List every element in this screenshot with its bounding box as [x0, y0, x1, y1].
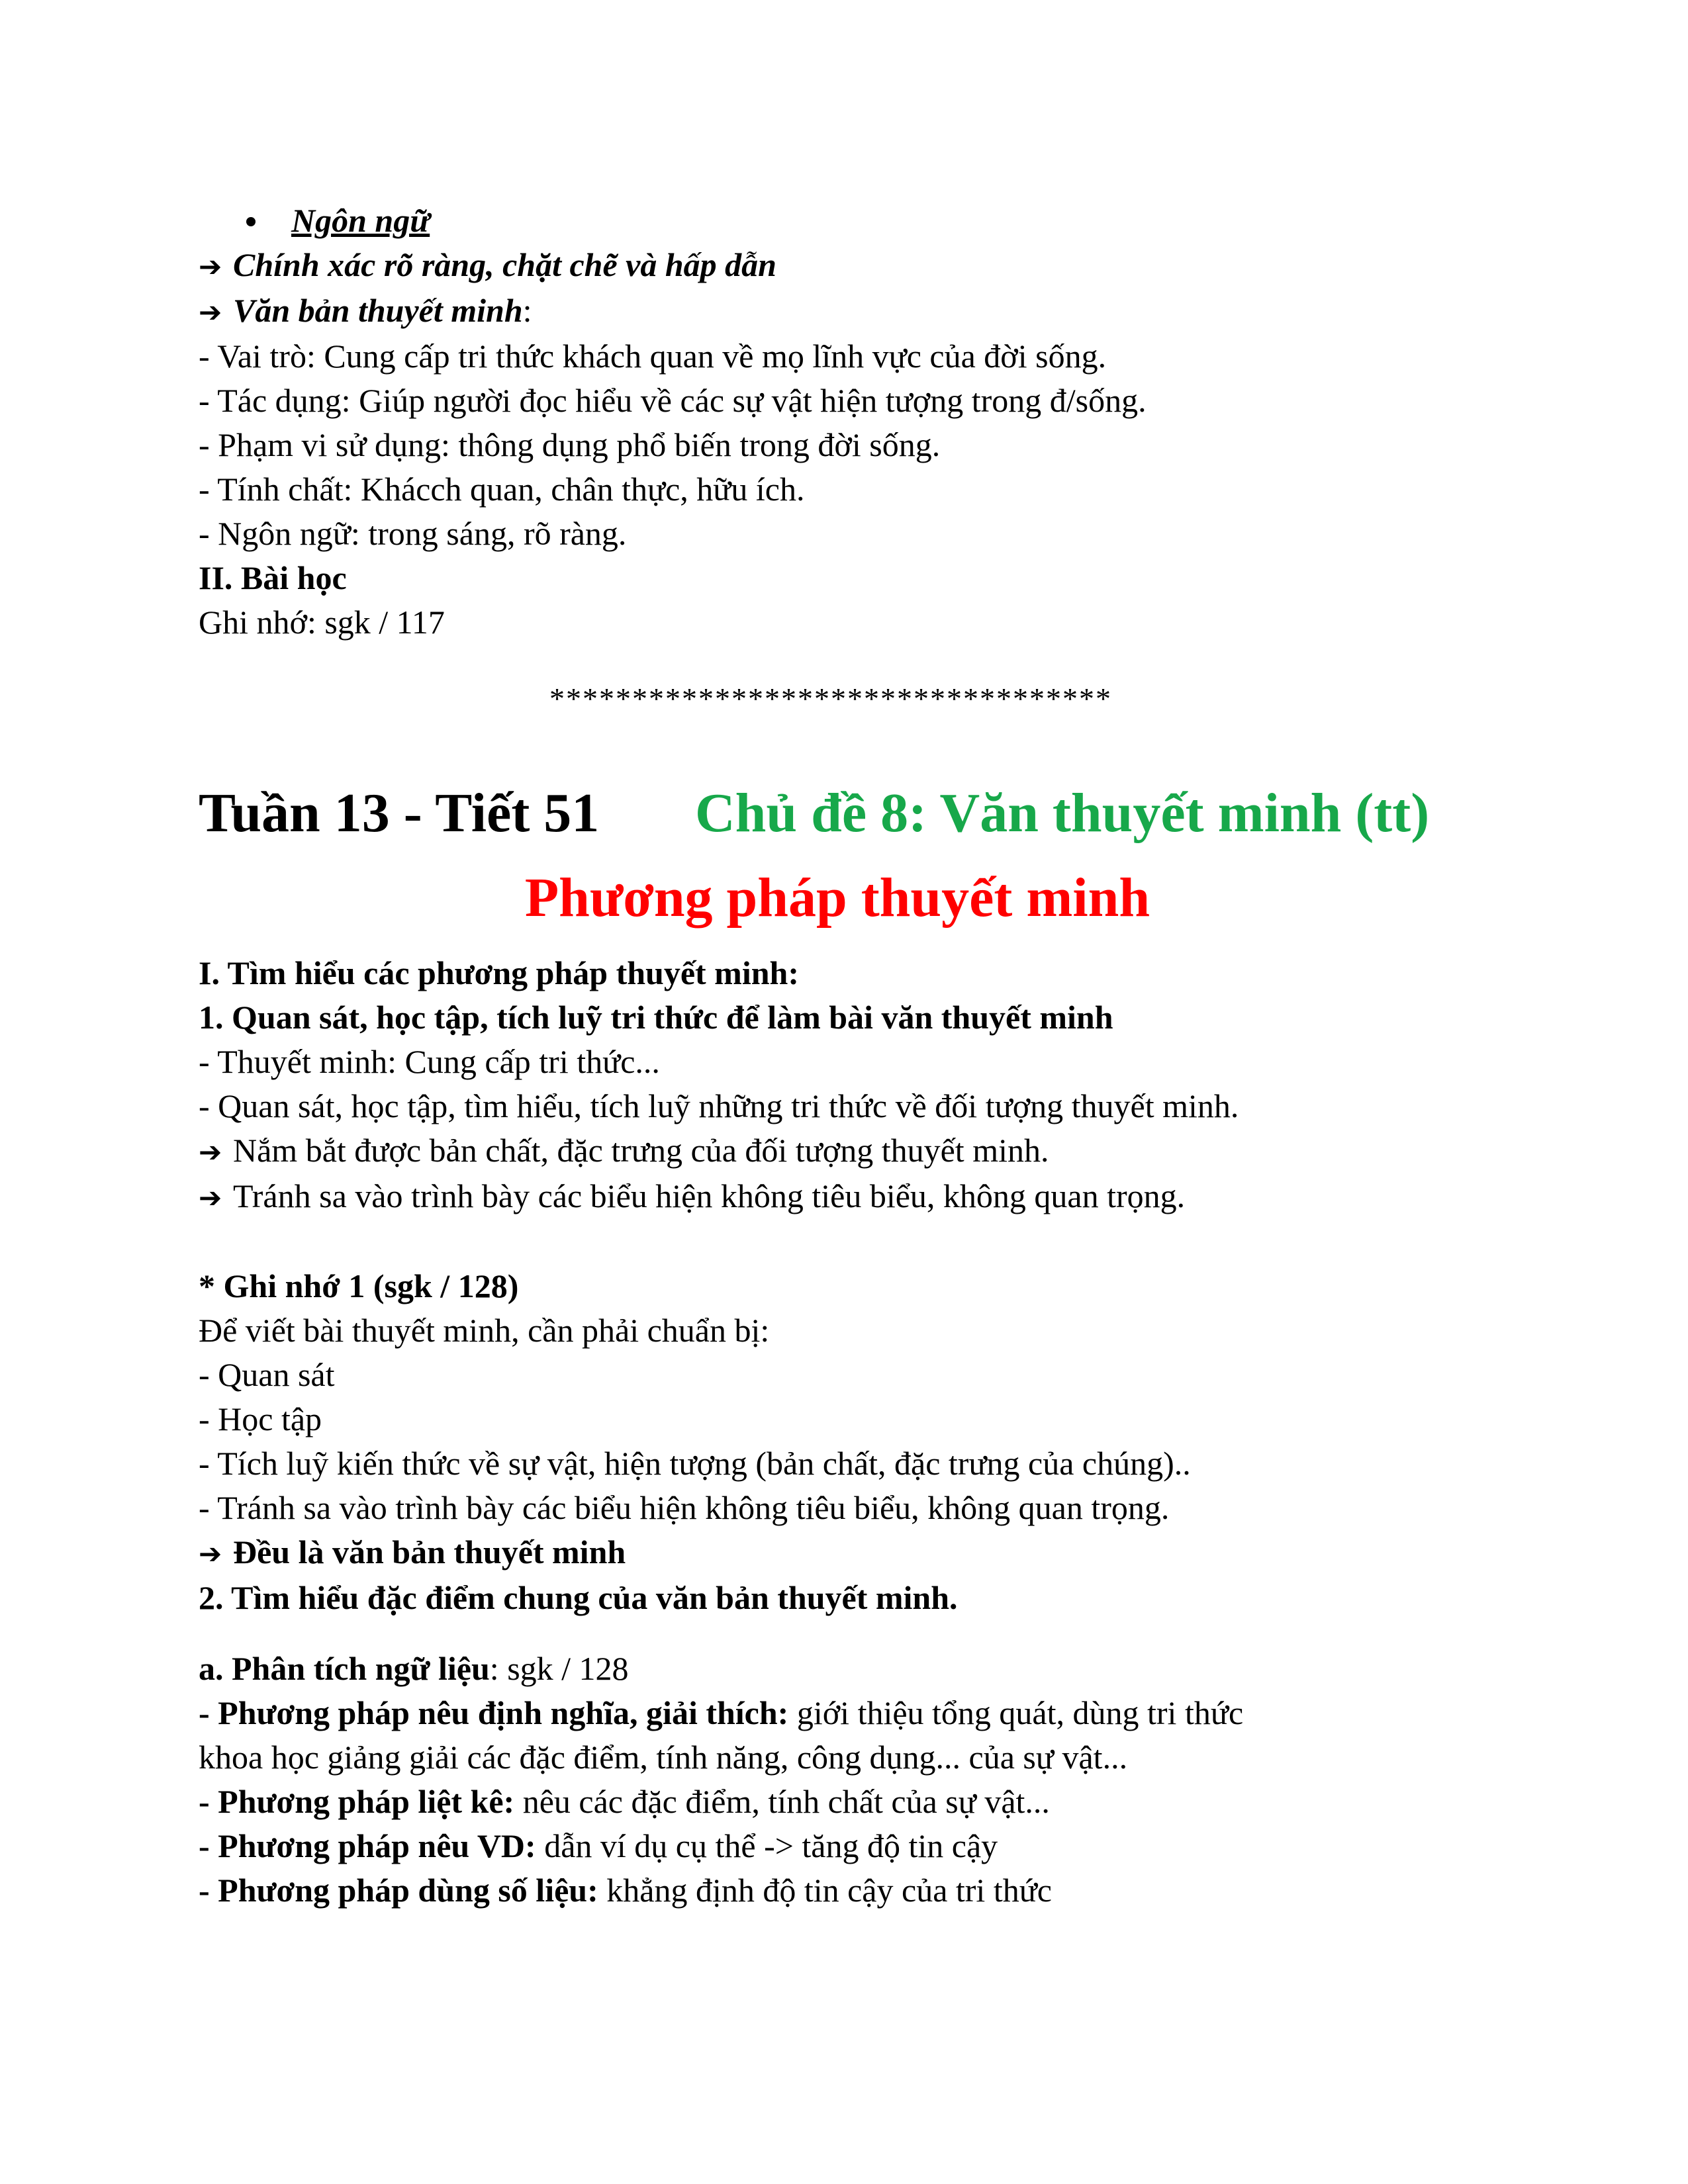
method-item: [199, 1780, 1489, 1824]
subsection-heading: 2. Tìm hiểu đặc điểm chung của văn bản thuyết minh.: [199, 1579, 958, 1616]
method-text: nêu các đặc điểm, tính chất của sự vật...: [514, 1783, 1050, 1820]
list-item: - Vai trò: Cung cấp tri thức khách quan về mọ lĩnh vực của đời sống.: [199, 338, 1107, 375]
method-text: dẫn ví dụ cụ thể -> tăng độ tin cậy: [536, 1827, 998, 1864]
separator: **********************************: [549, 682, 1112, 715]
analysis-ref: : sgk / 128: [489, 1650, 629, 1687]
week-title: Tuần 13 - Tiết 51: [199, 782, 600, 844]
method-item: [199, 1868, 1489, 1913]
list-item: - Phạm vi sử dụng: thông dụng phổ biến trong đời sống.: [199, 426, 941, 463]
method-text: khẳng định độ tin cậy của tri thức: [598, 1872, 1053, 1909]
arrow-text: Tránh sa vào trình bày các biểu hiện không tiêu biểu, không quan trọng.: [233, 1177, 1186, 1214]
analysis-label: a. Phân tích ngữ liệu: [199, 1650, 490, 1687]
conclusion-text: Đều là văn bản thuyết minh: [233, 1533, 626, 1570]
arrow-right-bold-icon: ➔: [199, 296, 222, 328]
method-item: [199, 1691, 1489, 1735]
arrow-text: Nắm bắt được bản chất, đặc trưng của đối tượng thuyết minh.: [233, 1132, 1049, 1169]
lesson-header: [199, 780, 1489, 846]
arrow-right-icon: ➔: [199, 250, 222, 283]
bullet-item-language: [199, 199, 1489, 243]
arrow-right-icon: ➔: [199, 1537, 222, 1570]
arrow-line-expository-text: [199, 289, 1489, 334]
arrow-item: [199, 1128, 1489, 1174]
page-title: Phương pháp thuyết minh: [524, 867, 1150, 929]
colon: :: [522, 292, 532, 329]
note-intro: Để viết bài thuyết minh, cần phải chuẩn bị:: [199, 1312, 770, 1349]
lesson-heading: II. Bài học: [199, 559, 347, 596]
list-item: - Học tập: [199, 1400, 322, 1437]
arrow-item: [199, 1174, 1489, 1220]
arrow-right-icon: ➔: [199, 1181, 222, 1214]
list-item: - Tránh sa vào trình bày các biểu hiện không tiêu biểu, không quan trọng.: [199, 1489, 1170, 1526]
topic-title: Chủ đề 8: Văn thuyết minh (tt): [695, 782, 1430, 844]
arrow-line-precise: [199, 243, 1489, 289]
method-text: khoa học giảng giải các đặc điểm, tính năng, công dụng... của sự vật...: [199, 1739, 1128, 1776]
list-item: - Tác dụng: Giúp người đọc hiểu về các sự vật hiện tượng trong đ/sống.: [199, 382, 1147, 419]
method-text: giới thiệu tổng quát, dùng tri thức: [788, 1694, 1244, 1731]
list-item: - Thuyết minh: Cung cấp tri thức...: [199, 1043, 660, 1080]
lesson-note: Ghi nhớ: sgk / 117: [199, 604, 445, 641]
method-label: - Phương pháp dùng số liệu:: [199, 1872, 598, 1909]
note-conclusion: [199, 1530, 1489, 1576]
list-item: - Tính chất: Khácch quan, chân thực, hữu ích.: [199, 471, 805, 508]
note-heading: * Ghi nhớ 1 (sgk / 128): [199, 1267, 519, 1304]
section-heading: I. Tìm hiểu các phương pháp thuyết minh:: [199, 954, 799, 991]
method-item-continued: [199, 1735, 1489, 1780]
method-label: - Phương pháp liệt kê:: [199, 1783, 515, 1820]
list-item: - Quan sát, học tập, tìm hiểu, tích luỹ những tri thức về đối tượng thuyết minh.: [199, 1087, 1239, 1124]
method-label: - Phương pháp nêu định nghĩa, giải thích:: [199, 1694, 789, 1731]
bullet-dot-icon: [246, 217, 256, 226]
method-item: [199, 1824, 1489, 1868]
document-page: [199, 199, 1489, 1913]
bullet-label: Ngôn ngữ: [291, 202, 430, 239]
arrow-text: Văn bản thuyết minh: [233, 292, 523, 329]
method-label: - Phương pháp nêu VD:: [199, 1827, 536, 1864]
list-item: - Quan sát: [199, 1356, 335, 1393]
list-item: - Tích luỹ kiến thức về sự vật, hiện tượng (bản chất, đặc trưng của chúng)..: [199, 1445, 1191, 1482]
list-item: - Ngôn ngữ: trong sáng, rõ ràng.: [199, 515, 627, 552]
arrow-text: Chính xác rõ ràng, chặt chẽ và hấp dẫn: [233, 246, 776, 283]
arrow-right-icon: ➔: [199, 1136, 222, 1168]
analysis-line: [199, 1647, 1489, 1691]
subsection-heading: 1. Quan sát, học tập, tích luỹ tri thức để làm bài văn thuyết minh: [199, 999, 1113, 1036]
